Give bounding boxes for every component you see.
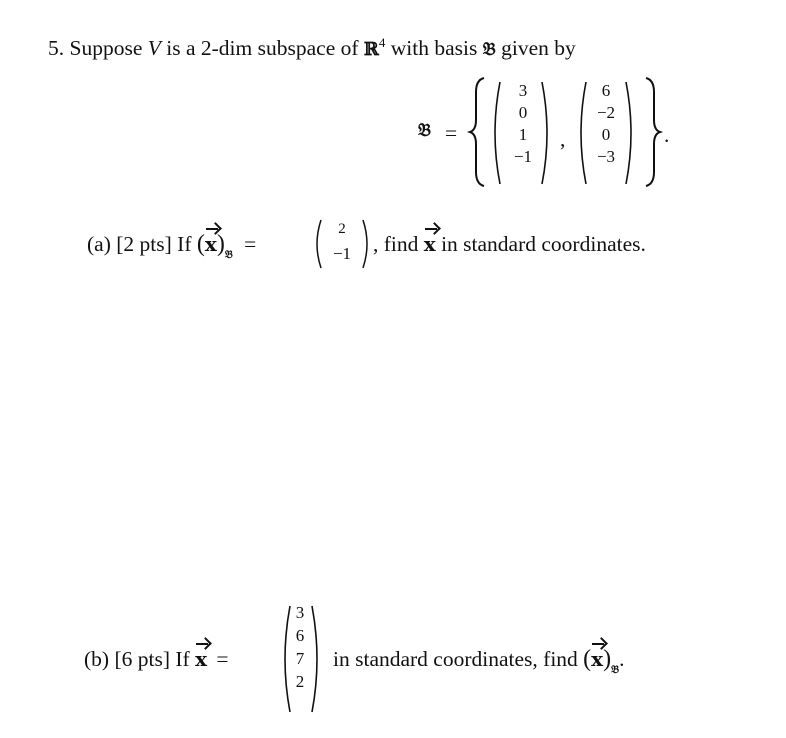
problem-statement	[48, 30, 576, 63]
part-a-comma: ,	[373, 232, 379, 256]
part-a-coord-1: 2	[338, 221, 346, 237]
vector2-entry-1: 6	[601, 81, 611, 100]
vector1-right-paren	[540, 80, 554, 186]
part-a-vector-x: x	[204, 232, 217, 256]
part-a-lead	[87, 231, 256, 261]
part-a-if: If	[177, 232, 192, 256]
part-b-label: (b)	[84, 647, 110, 671]
part-a-open-paren: (	[196, 231, 205, 257]
basis-display-symbol: 𝔅	[418, 120, 431, 141]
part-a-tail	[373, 231, 646, 257]
part-a-basis-subscript: 𝔅	[224, 248, 233, 261]
part-b-points: [6 pts]	[114, 647, 170, 671]
part-a-label: (a)	[87, 232, 111, 256]
vector2-entry-2: −2	[596, 103, 616, 122]
basis-equals: =	[445, 121, 458, 145]
vector1-entry-4: −1	[513, 147, 533, 166]
problem-number: 5.	[48, 36, 65, 61]
part-b-entry-2: 6	[295, 626, 305, 645]
basis-symbol: 𝔅	[482, 39, 496, 61]
part-b-basis-subscript: 𝔅	[611, 663, 620, 676]
intro-text-pre: Suppose	[69, 36, 143, 61]
part-a-close-paren: )	[216, 231, 225, 257]
part-b-close-paren: )	[603, 646, 612, 672]
part-b-tail	[333, 646, 624, 676]
part-b-equals: =	[216, 647, 229, 671]
part-b-tail-text: in standard coordinates, find	[333, 647, 578, 671]
part-a-find-vector-x: x	[423, 232, 436, 256]
part-b-if: If	[175, 647, 190, 671]
intro-text-end: given by	[501, 36, 576, 61]
part-b-vector-x: x	[195, 647, 208, 671]
part-a-points: [2 pts]	[116, 232, 172, 256]
intro-text-mid: is a 2-dim subspace of	[166, 36, 359, 61]
part-a-find: find	[383, 232, 419, 256]
basis-period: .	[664, 123, 670, 147]
vector1-entry-2: 0	[518, 103, 528, 122]
part-a-coord-2: −1	[332, 244, 352, 263]
part-b-lead	[84, 646, 229, 672]
part-b-entry-1: 3	[295, 603, 305, 622]
part-a-coords-left-paren	[311, 218, 323, 270]
vector1-entry-3: 1	[518, 125, 528, 144]
part-b-vector-right-paren	[310, 604, 324, 714]
vector2-entry-3: 0	[601, 125, 611, 144]
intro-text-post: with basis	[390, 36, 478, 61]
part-b-entry-4: 2	[295, 672, 305, 691]
part-b-entry-3: 7	[295, 649, 305, 668]
part-a-equals: =	[244, 232, 257, 256]
vector2-left-paren	[574, 80, 588, 186]
part-b-find-vector-x: x	[591, 647, 604, 671]
basis-separator: ,	[560, 127, 566, 151]
vector1-entry-1: 3	[518, 81, 528, 100]
real-exponent: 4	[378, 35, 386, 50]
real-numbers-symbol: ℝ	[363, 39, 379, 61]
vector1-left-paren	[488, 80, 502, 186]
left-curly-brace	[468, 76, 488, 188]
subspace-variable: V	[147, 36, 161, 61]
part-b-period: .	[619, 647, 625, 671]
part-a-coords-right-paren	[361, 218, 373, 270]
part-a-tail-text: in standard coordinates.	[441, 232, 646, 256]
vector2-entry-4: −3	[596, 147, 616, 166]
right-curly-brace	[642, 76, 662, 188]
vector2-right-paren	[624, 80, 638, 186]
part-b-open-paren: (	[583, 646, 592, 672]
